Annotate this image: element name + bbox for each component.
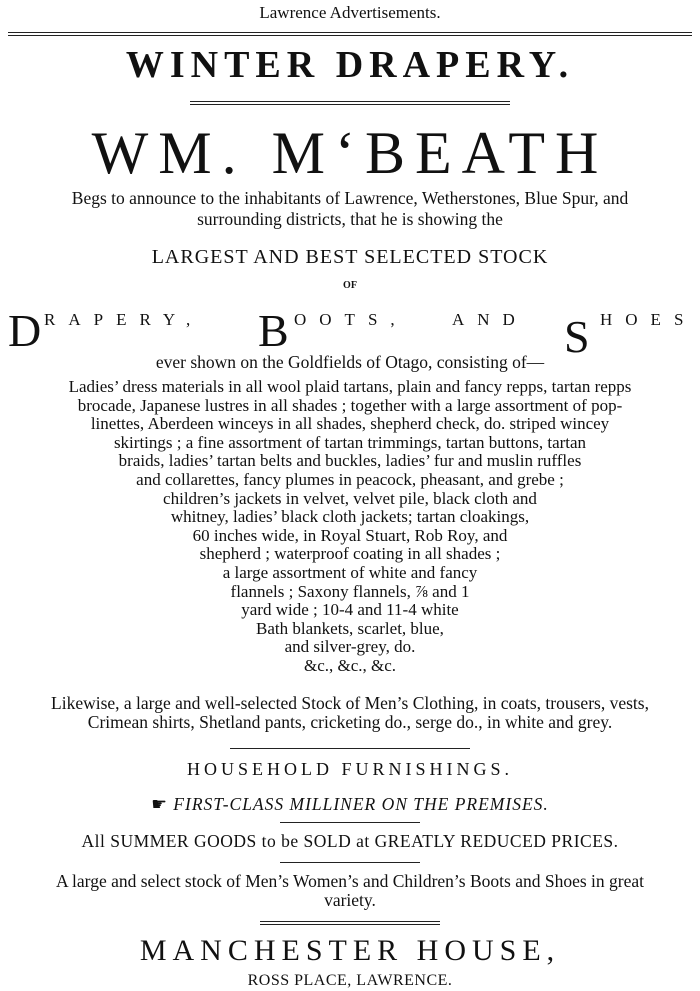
of-label: OF [343,280,357,291]
boots-line: variety. [324,890,376,910]
goods-line: braids, ladies’ tartan belts and buckles, ladies’ fur and muslin ruffles [118,451,582,471]
pointing-hand-icon: ☛ [151,794,174,814]
boots-shoes [0,872,700,910]
shoes-initial: S [564,311,590,362]
merchant-name-text: WM. M‘BEATH [91,120,609,186]
goods-line: 60 inches wide, in Royal Stuart, Rob Roy, and [192,525,508,545]
goods-list [0,378,700,676]
goods-line: and collarettes, fancy plumes in peacock, pheasant, and grebe ; [136,469,564,489]
goods-line: whitney, ladies’ black cloth jackets; tartan cloakings, [170,507,530,527]
goods-line: shepherd ; waterproof coating in all shades ; [199,544,501,564]
goods-line: skirtings ; a fine assortment of tartan trimmings, tartan buttons, tartan [113,432,587,452]
mens-line: Likewise, a large and well-selected Stock of Men’s Clothing, in coats, trousers, vests, [51,693,649,713]
boots-initial: B [258,305,289,356]
goods-line: brocade, Japanese lustres in all shades ; together with a large assortment of pop- [77,395,623,415]
section-rule [280,862,420,863]
boots-line: A large and select stock of Men’s Women’s and Children’s Boots and Shoes in great [56,871,644,891]
header-rule [8,32,692,36]
drapery-initial: D [8,305,42,356]
stock-heading: LARGEST AND BEST SELECTED STOCK [151,246,549,268]
milliner-text: FIRST-CLASS MILLINER ON THE PREMISES. [173,794,549,814]
section-rule [230,748,470,749]
milliner-line [0,794,700,815]
goldfields-line: ever shown on the Goldfields of Otago, consisting of— [155,352,545,372]
announce-line: Begs to announce to the inhabitants of Lawrence, Wetherstones, Blue Spur, and [71,188,629,208]
boots-word: OOTS, [294,310,408,329]
goods-line: and silver-grey, do. [284,637,416,657]
goods-line: a large assortment of white and fancy [222,562,478,582]
goods-line: Bath blankets, scarlet, blue, [256,618,444,638]
store-address: ROSS PLACE, LAWRENCE. [247,972,453,989]
ad-title: WINTER DRAPERY. [125,44,575,86]
title-rule [190,101,510,105]
mens-clothing [0,694,700,732]
page-header: Lawrence Advertisements. [259,3,441,22]
summer-sale: All SUMMER GOODS to be SOLD at GREATLY REDUCED PRICES. [81,831,619,851]
merchant-name [0,120,700,186]
goods-line: flannels ; Saxony flannels, ⅞ and 1 [230,581,470,601]
announce-line: surrounding districts, that he is showing the [197,209,503,229]
goods-line: yard wide ; 10-4 and 11-4 white [241,600,459,620]
goods-line: linettes, Aberdeen winceys in all shades, shepherd check, do. striped wincey [90,414,610,434]
drapery-word: RAPERY, [44,310,204,329]
household-heading: HOUSEHOLD FURNISHINGS. [186,759,514,779]
goods-line: &c., &c., &c. [303,655,397,675]
mens-line: Crimean shirts, Shetland pants, cricketing do., serge do., in white and grey. [87,712,613,732]
and-word: AND [452,310,528,329]
announcement [0,188,700,230]
goods-line: children’s jackets in velvet, velvet pile, black cloth and [163,488,537,508]
goods-line: Ladies’ dress materials in all wool plaid tartans, plain and fancy repps, tartan repps [68,377,632,396]
section-rule [280,822,420,823]
store-name: MANCHESTER HOUSE, [139,934,561,967]
footer-rule [260,921,440,925]
shoes-word: HOES [600,310,697,329]
